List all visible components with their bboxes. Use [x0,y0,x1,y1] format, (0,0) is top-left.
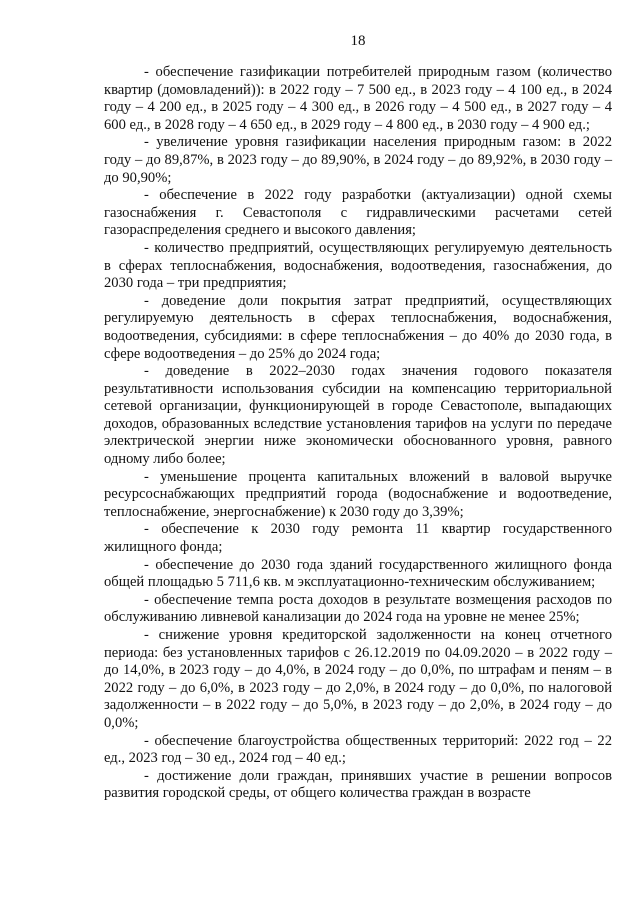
paragraph: - снижение уровня кредиторской задолженности на конец отчетного периода: без установленных тарифов с 26.12.2019 по 04.09.2020 – в 2022 году – до 14,0%, в 2023 году – до 4,0%, в 2024 году – до 0,0%, по штрафам и пеням – в 2022 году – до 6,0%, в 2023 году – до 2,0%, в 2024 году – до 0,0%, по налоговой задолженности – в 2022 году – до 5,0%, в 2023 году – до 2,0%, в 2024 году – до 0,0%; [104,627,612,731]
page-number: 18 [350,33,366,49]
paragraph: - обеспечение темпа роста доходов в результате возмещения расходов по обслуживанию ливневой канализации до 2024 года на уровне не менее 25%; [104,591,612,626]
paragraph: - обеспечение к 2030 году ремонта 11 квартир государственного жилищного фонда; [104,521,612,556]
paragraph: - обеспечение газификации потребителей природным газом (количество квартир (домовладений)): в 2022 году – 7 500 ед., в 2023 году – 4 100 ед., в 2024 году – 4 200 ед., в 2025 году – 4 300 ед., в 2026 году – 4 500 ед., в 2027 году – 4 600 ед., в 2028 году – 4 650 ед., в 2029 году – 4 800 ед., в 2030 году – 4 900 ед.; [104,64,612,133]
paragraph: - уменьшение процента капитальных вложений в валовой выручке ресурсоснабжающих предприятий города (водоснабжение и водоотведение, теплоснабжение, энергоснабжение) к 2030 году до 3,39%; [104,468,612,520]
document-body [104,64,612,803]
paragraph: - обеспечение в 2022 году разработки (актуализации) одной схемы газоснабжения г. Севастополя с гидравлическими расчетами сетей газораспределения среднего и высокого давления; [104,187,612,239]
paragraph: - достижение доли граждан, принявших участие в решении вопросов развития городской среды, от общего количества граждан в возрасте [104,767,612,802]
paragraph: - обеспечение благоустройства общественных территорий: 2022 год – 22 ед., 2023 год – 30 ед., 2024 год – 40 ед.; [104,732,612,767]
paragraph: - увеличение уровня газификации населения природным газом: в 2022 году – до 89,87%, в 2023 году – до 89,90%, в 2024 году – до 89,92%, в 2030 году – до 90,90%; [104,134,612,186]
paragraph: - количество предприятий, осуществляющих регулируемую деятельность в сферах теплоснабжения, водоснабжения, водоотведения, газоснабжения, до 2030 года – три предприятия; [104,239,612,292]
paragraph: - доведение доли покрытия затрат предприятий, осуществляющих регулируемую деятельность в сферах теплоснабжения, водоснабжения, водоотведения, субсидиями: в сфере теплоснабжения – до 40% до 2030 года, в сфере водоотведения – до 25% до 2024 года; [104,292,612,362]
paragraph: - обеспечение до 2030 года зданий государственного жилищного фонда общей площадью 5 711,6 кв. м эксплуатационно-техническим обслуживанием; [104,556,612,591]
paragraph: - доведение в 2022–2030 годах значения годового показателя результативности использования субсидии на компенсацию территориальной сетевой организации, функционирующей в городе Севастополе, выпадающих доходов, образованных вследствие установления тарифов на услуги по передаче электрической энергии ниже экономически обоснованного уровня, равного одному либо более; [104,363,612,468]
